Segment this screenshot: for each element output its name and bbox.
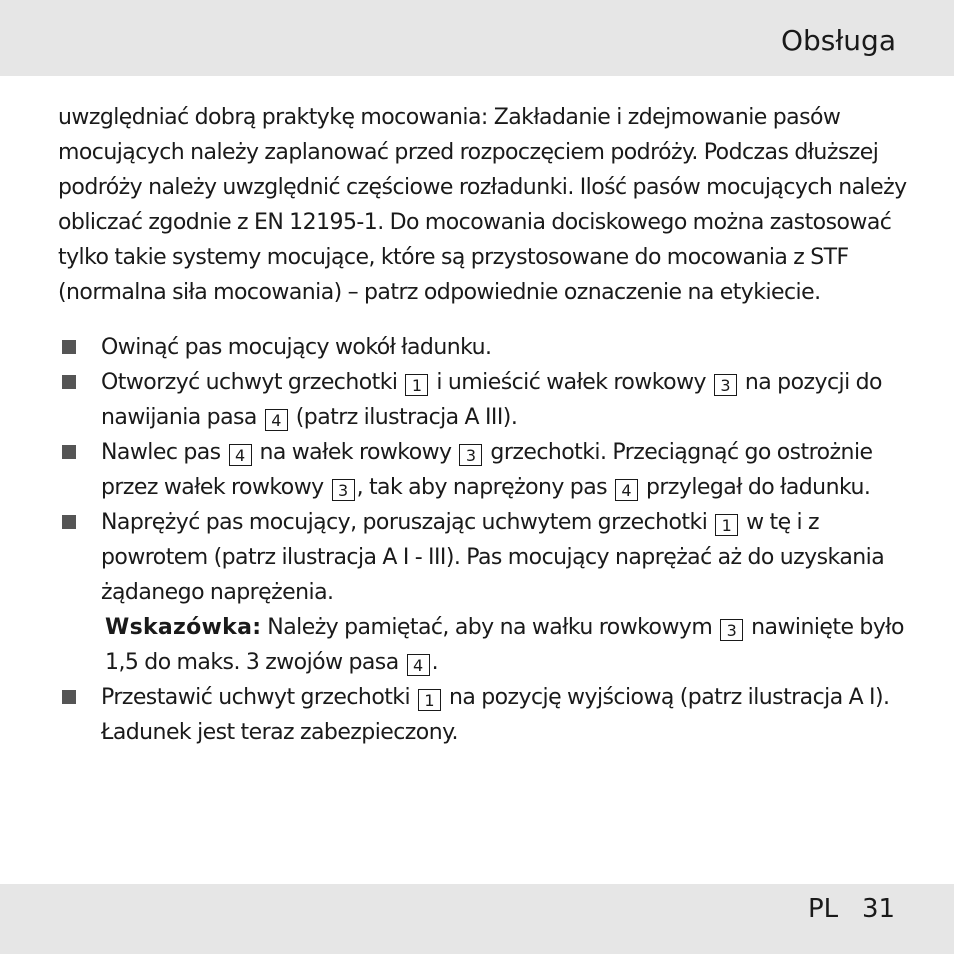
square-bullet-icon [62, 690, 76, 704]
step-text: , tak aby naprężony pas [356, 475, 613, 500]
step-text: na pozycję wyjściową (patrz ilustracja A I). Ładunek jest teraz zabezpieczony. [101, 685, 890, 745]
step-text: Otworzyć uchwyt grzechotki [101, 370, 404, 395]
part-reference: 1 [418, 689, 441, 711]
step-text: w tę i z powrotem (patrz ilustracja A I - III). Pas mocujący naprężać aż do uzyskania żądanego naprężenia. [101, 510, 885, 605]
part-reference: 1 [715, 514, 738, 536]
note-block [101, 610, 908, 680]
page-number: 31 [862, 894, 896, 924]
note-text: . [431, 650, 439, 675]
step-text: grzechotki. Przeciągnąć go ostrożnie przez wałek rowkowy [101, 440, 873, 500]
part-reference: 4 [265, 409, 288, 431]
note-text: Należy pamiętać, aby na wałku rowkowym [261, 615, 719, 640]
part-reference: 1 [405, 374, 428, 396]
intro-paragraph: uwzględniać dobrą praktykę mocowania: Zakładanie i zdejmowanie pasów mocujących należy zaplanować przed rozpoczęciem podróży. Podczas dłuższej podróży należy uwzględnić częściowe rozładunki. Ilość pasów mocujących należy obliczać zgodnie z EN 12195-1. Do mocowania dociskowego można zastosować tylko takie systemy mocujące, które są przystosowane do mocowania z STF (normalna siła mocowania) – patrz odpowiednie oznaczenie na etykiecie. [58, 105, 907, 305]
instruction-step-3 [58, 435, 908, 505]
step-text: Naprężyć pas mocujący, poruszając uchwytem grzechotki [101, 510, 714, 535]
section-title: Obsługa [780, 24, 896, 57]
part-reference: 3 [459, 444, 482, 466]
part-reference: 4 [615, 479, 638, 501]
step-text: Nawlec pas [101, 440, 227, 465]
page-content [58, 100, 908, 750]
part-reference: 3 [714, 374, 737, 396]
part-reference: 3 [332, 479, 355, 501]
instruction-list [58, 330, 908, 750]
square-bullet-icon [62, 515, 76, 529]
step-text: (patrz ilustracja A III). [289, 405, 518, 430]
step-text: i umieścić wałek rowkowy [430, 370, 712, 395]
part-reference: 4 [407, 654, 430, 676]
instruction-step-1 [58, 330, 908, 365]
step-text: na pozycji do nawijania pasa [101, 370, 882, 430]
step-text: Przestawić uchwyt grzechotki [101, 685, 416, 710]
square-bullet-icon [62, 340, 76, 354]
step-text: na wałek rowkowy [253, 440, 458, 465]
instruction-step-2 [58, 365, 908, 435]
language-code: PL [808, 894, 839, 924]
instruction-step-4 [58, 505, 908, 680]
instruction-step-5 [58, 680, 908, 750]
part-reference: 4 [229, 444, 252, 466]
part-reference: 3 [720, 619, 743, 641]
note-label: Wskazówka: [105, 615, 262, 640]
square-bullet-icon [62, 375, 76, 389]
step-text: przylegał do ładunku. [640, 475, 871, 500]
step-text: Owinąć pas mocujący wokół ładunku. [101, 335, 492, 360]
note-text: nawinięte było 1,5 do maks. 3 zwojów pasa [105, 615, 904, 675]
square-bullet-icon [62, 445, 76, 459]
